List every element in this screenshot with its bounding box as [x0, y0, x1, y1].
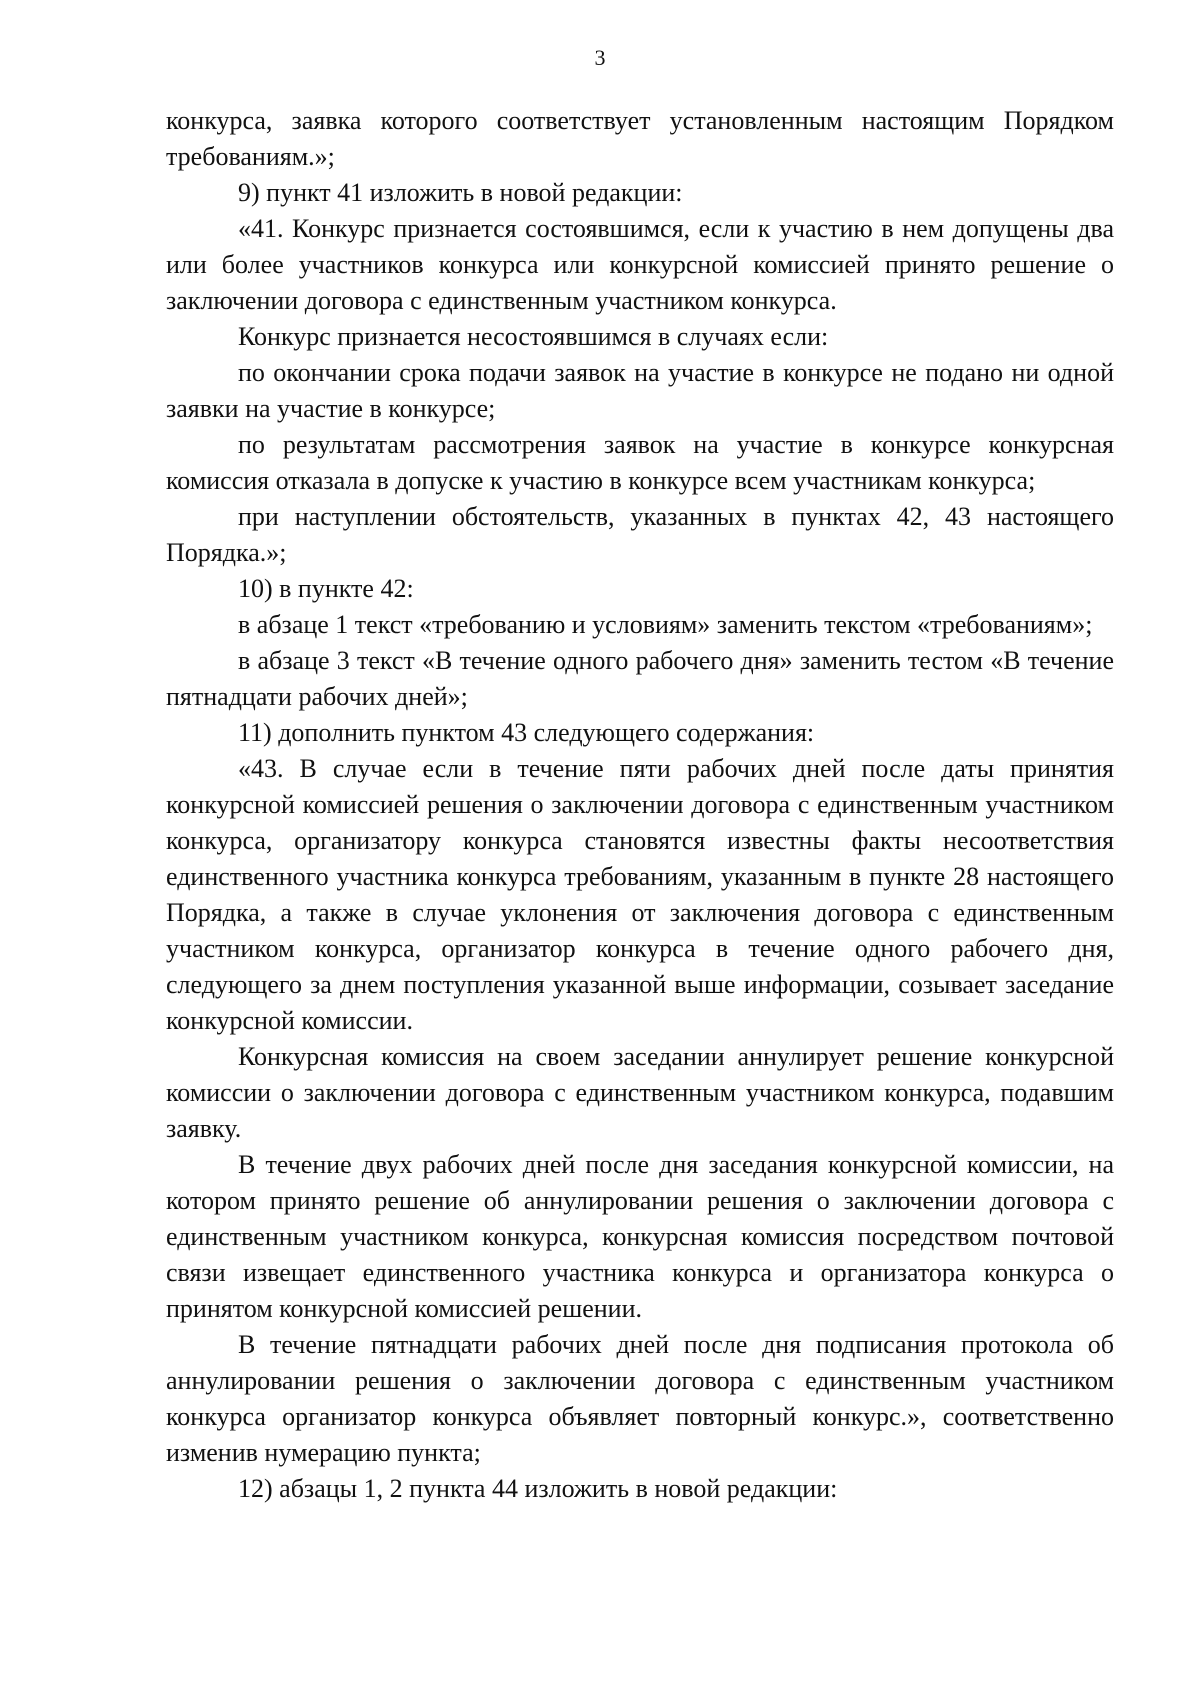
paragraph-circumstances: при наступлении обстоятельств, указанных в пунктах 42, 43 настоящего Порядка.»; [166, 502, 1114, 567]
paragraph-repeat-contest: В течение пятнадцати рабочих дней после дня подписания протокола об аннулировании решения о заключении договора с единственным участником конкурса организатор конкурса объявляет повторный конкурс.», соответственно изменив нумерацию пункта; [166, 1330, 1114, 1467]
paragraph-abzac-1: в абзаце 1 текст «требованию и условиям» заменить текстом «требованиям»; [238, 610, 1093, 639]
paragraph-commission-annuls: Конкурсная комиссия на своем заседании аннулирует решение конкурсной комиссии о заключении договора с единственным участником конкурса, подавшим заявку. [166, 1042, 1114, 1143]
paragraph-clause-41: «41. Конкурс признается состоявшимся, если к участию в нем допущены два или более участников конкурса или конкурсной комиссией принято решение о заключении договора с единственным участником конкурса. [166, 214, 1114, 315]
paragraph-continuation: конкурса, заявка которого соответствует установленным настоящим Порядком требованиям.»; [166, 106, 1114, 171]
paragraph-failed-contest-intro: Конкурс признается несостоявшимся в случаях если: [238, 322, 829, 351]
paragraph-item-10: 10) в пункте 42: [238, 574, 414, 603]
paragraph-item-9: 9) пункт 41 изложить в новой редакции: [238, 178, 683, 207]
paragraph-abzac-3: в абзаце 3 текст «В течение одного рабочего дня» заменить тестом «В течение пятнадцати рабочих дней»; [166, 646, 1114, 711]
paragraph-clause-43: «43. В случае если в течение пяти рабочих дней после даты принятия конкурсной комиссией решения о заключении договора с единственным участником конкурса, организатору конкурса становятся известны факты несоответствия единственного участника конкурса требованиям, указанным в пункте 28 настоящего Порядка, а также в случае уклонения от заключения договора с единственным участником конкурса, организатор конкурса в течение одного рабочего дня, следующего за днем поступления указанной выше информации, созывает заседание конкурсной комиссии. [166, 754, 1114, 1035]
paragraph-notification: В течение двух рабочих дней после дня заседания конкурсной комиссии, на котором принято решение об аннулировании решения о заключении договора с единственным участником конкурса, конкурсная комиссия посредством почтовой связи извещает единственного участника конкурса и организатора конкурса о принятом конкурсной комиссией решении. [166, 1150, 1114, 1323]
paragraph-no-applications: по окончании срока подачи заявок на участие в конкурсе не подано ни одной заявки на участие в конкурсе; [166, 358, 1114, 423]
paragraph-all-rejected: по результатам рассмотрения заявок на участие в конкурсе конкурсная комиссия отказала в допуске к участию в конкурсе всем участникам конкурса; [166, 430, 1114, 495]
document-body [166, 103, 1114, 1507]
page-number: 3 [594, 45, 606, 70]
paragraph-item-12: 12) абзацы 1, 2 пункта 44 изложить в новой редакции: [238, 1474, 838, 1503]
paragraph-item-11: 11) дополнить пунктом 43 следующего содержания: [238, 718, 815, 747]
